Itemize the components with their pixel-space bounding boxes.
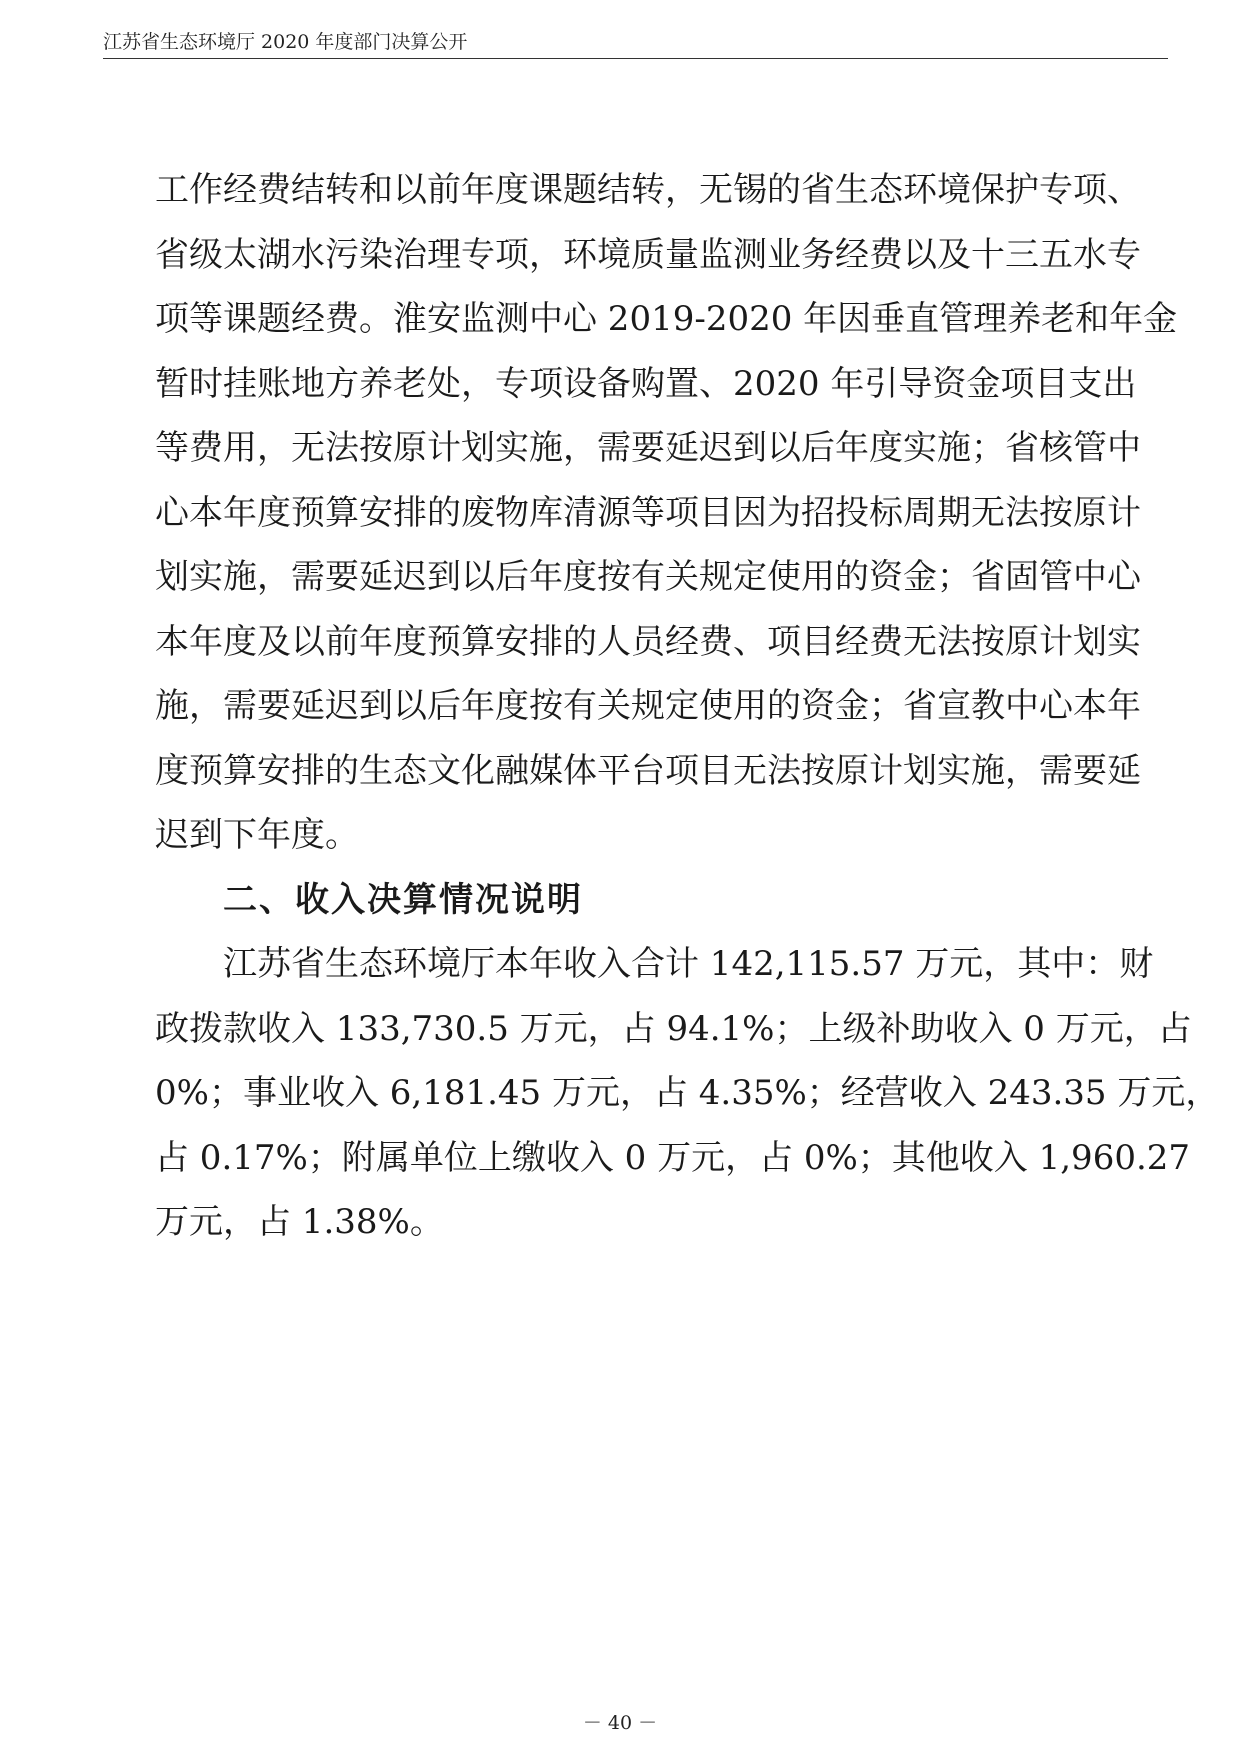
text-line: 工作经费结转和以前年度课题结转，无锡的省生态环境保护专项、 xyxy=(155,170,1141,210)
text-line: 施，需要延迟到以后年度按有关规定使用的资金；省宣教中心本年 xyxy=(155,686,1141,726)
document-title: 江苏省生态环境厅 2020 年度部门决算公开 xyxy=(103,31,468,53)
text-line: 划实施，需要延迟到以后年度按有关规定使用的资金；省固管中心 xyxy=(155,557,1141,597)
page-header xyxy=(103,18,1168,59)
text-line: 度预算安排的生态文化融媒体平台项目无法按原计划实施，需要延 xyxy=(155,750,1141,791)
text-line: 暂时挂账地方养老处，专项设备购置、2020 年引导资金项目支出 xyxy=(155,363,1137,404)
text-line: 政拨款收入 133,730.5 万元，占 94.1%；上级补助收入 0 万元，占 xyxy=(155,1008,1192,1049)
page-content xyxy=(155,158,1220,1255)
text-line: 省级太湖水污染治理专项，环境质量监测业务经费以及十三五水专 xyxy=(155,234,1141,275)
text-line: 迟到下年度。 xyxy=(155,815,359,855)
text-line: 心本年度预算安排的废物库清源等项目因为招投标周期无法按原计 xyxy=(155,492,1141,533)
text-line: 万元，占 1.38%。 xyxy=(155,1202,444,1242)
text-line: 0%；事业收入 6,181.45 万元，占 4.35%；经营收入 243.35 万元， xyxy=(155,1073,1220,1113)
paragraph-budget-carryover xyxy=(155,158,1178,868)
text-line: 占 0.17%；附属单位上缴收入 0 万元，占 0%；其他收入 1,960.27 xyxy=(155,1137,1191,1178)
text-line: 本年度及以前年度预算安排的人员经费、项目经费无法按原计划实 xyxy=(155,621,1141,662)
section-heading: 二、收入决算情况说明 xyxy=(223,879,583,920)
text-line: 项等课题经费。淮安监测中心 2019-2020 年因垂直管理养老和年金 xyxy=(155,299,1178,339)
text-line: 江苏省生态环境厅本年收入合计 142,115.57 万元，其中：财 xyxy=(223,944,1154,984)
paragraph-income-summary xyxy=(155,932,1220,1255)
page-number: － 40 － xyxy=(582,1712,658,1734)
text-line: 等费用，无法按原计划实施，需要延迟到以后年度实施；省核管中 xyxy=(155,428,1141,468)
